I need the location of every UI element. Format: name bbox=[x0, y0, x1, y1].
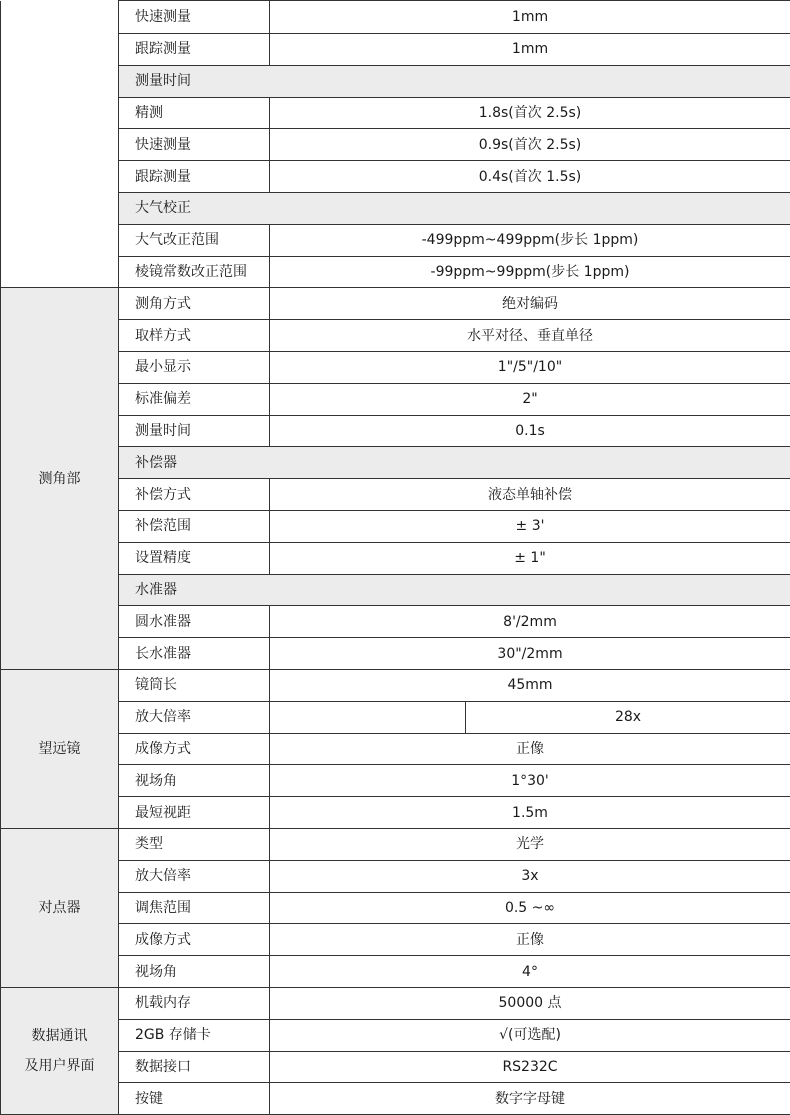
table-row bbox=[1, 828, 790, 860]
table-row bbox=[1, 1051, 790, 1083]
table-row bbox=[1, 97, 790, 129]
table-row bbox=[1, 924, 790, 956]
category-line: 数据通讯 bbox=[1, 1021, 118, 1051]
table-row bbox=[1, 288, 790, 320]
section-header-compensator: 补偿器 bbox=[119, 447, 790, 479]
section-row bbox=[1, 192, 790, 224]
row-label: 跟踪测量 bbox=[119, 34, 270, 66]
row-value: 2" bbox=[270, 383, 790, 415]
row-value: 8'/2mm bbox=[270, 606, 790, 638]
table-row bbox=[1, 479, 790, 511]
category-angle: 测角部 bbox=[1, 288, 119, 670]
category-plummet: 对点器 bbox=[1, 828, 119, 987]
row-value: 1mm bbox=[270, 1, 790, 34]
row-value: ± 1" bbox=[270, 542, 790, 574]
table-row bbox=[1, 510, 790, 542]
row-label: 补偿方式 bbox=[119, 479, 270, 511]
row-value: 0.4s(首次 1.5s) bbox=[270, 161, 790, 193]
table-row bbox=[1, 669, 790, 701]
row-label: 测角方式 bbox=[119, 288, 270, 320]
row-label: 测量时间 bbox=[119, 415, 270, 447]
table-row bbox=[1, 956, 790, 988]
row-value-empty bbox=[270, 701, 466, 733]
row-value: 1mm bbox=[270, 34, 790, 66]
row-value: 正像 bbox=[270, 924, 790, 956]
table-row bbox=[1, 224, 790, 256]
row-value: 0.5 ~∞ bbox=[270, 892, 790, 924]
table-row bbox=[1, 256, 790, 288]
section-header-atmo: 大气校正 bbox=[119, 192, 790, 224]
row-label: 精测 bbox=[119, 97, 270, 129]
row-value: 45mm bbox=[270, 669, 790, 701]
row-value: 0.1s bbox=[270, 415, 790, 447]
table-row bbox=[1, 320, 790, 352]
table-row bbox=[1, 987, 790, 1019]
table-row bbox=[1, 129, 790, 161]
row-label: 设置精度 bbox=[119, 542, 270, 574]
row-value: 1.8s(首次 2.5s) bbox=[270, 97, 790, 129]
row-label: 补偿范围 bbox=[119, 510, 270, 542]
table-row bbox=[1, 606, 790, 638]
row-label: 标准偏差 bbox=[119, 383, 270, 415]
row-value: 水平对径、垂直单径 bbox=[270, 320, 790, 352]
table-row bbox=[1, 351, 790, 383]
row-value: ± 3' bbox=[270, 510, 790, 542]
row-label: 最小显示 bbox=[119, 351, 270, 383]
row-label: 圆水准器 bbox=[119, 606, 270, 638]
row-label: 长水准器 bbox=[119, 638, 270, 670]
category-line: 及用户界面 bbox=[1, 1051, 118, 1081]
table-row bbox=[1, 161, 790, 193]
row-label: 取样方式 bbox=[119, 320, 270, 352]
table-row bbox=[1, 797, 790, 829]
row-label: 机载内存 bbox=[119, 987, 270, 1019]
section-row bbox=[1, 574, 790, 606]
row-value: 4° bbox=[270, 956, 790, 988]
row-value: 1.5m bbox=[270, 797, 790, 829]
row-label: 视场角 bbox=[119, 765, 270, 797]
row-label: 类型 bbox=[119, 828, 270, 860]
table-row bbox=[1, 542, 790, 574]
row-value: 光学 bbox=[270, 828, 790, 860]
row-label: 按键 bbox=[119, 1083, 270, 1115]
row-label: 快速测量 bbox=[119, 1, 270, 34]
row-label: 成像方式 bbox=[119, 733, 270, 765]
section-row bbox=[1, 447, 790, 479]
row-value: 数字字母键 bbox=[270, 1083, 790, 1115]
table-row bbox=[1, 383, 790, 415]
row-value: 28x bbox=[466, 701, 790, 733]
row-label: 放大倍率 bbox=[119, 860, 270, 892]
table-row bbox=[1, 701, 790, 733]
section-header-measure-time: 测量时间 bbox=[119, 65, 790, 97]
table-row bbox=[1, 1, 790, 34]
row-label: 成像方式 bbox=[119, 924, 270, 956]
row-label: 镜筒长 bbox=[119, 669, 270, 701]
row-label: 大气改正范围 bbox=[119, 224, 270, 256]
row-value: 3x bbox=[270, 860, 790, 892]
row-label: 调焦范围 bbox=[119, 892, 270, 924]
row-label: 数据接口 bbox=[119, 1051, 270, 1083]
row-value: -499ppm~499ppm(步长 1ppm) bbox=[270, 224, 790, 256]
row-label: 棱镜常数改正范围 bbox=[119, 256, 270, 288]
row-value: RS232C bbox=[270, 1051, 790, 1083]
table-row bbox=[1, 415, 790, 447]
category-telescope: 望远镜 bbox=[1, 669, 119, 828]
row-label: 放大倍率 bbox=[119, 701, 270, 733]
row-value: 1°30' bbox=[270, 765, 790, 797]
row-label: 2GB 存储卡 bbox=[119, 1019, 270, 1051]
row-value: 液态单轴补偿 bbox=[270, 479, 790, 511]
category-data-comm bbox=[1, 987, 119, 1114]
table-row bbox=[1, 860, 790, 892]
table-row bbox=[1, 892, 790, 924]
section-header-level: 水准器 bbox=[119, 574, 790, 606]
row-value: -99ppm~99ppm(步长 1ppm) bbox=[270, 256, 790, 288]
row-value: 正像 bbox=[270, 733, 790, 765]
table-row bbox=[1, 1019, 790, 1051]
row-label: 视场角 bbox=[119, 956, 270, 988]
table-row bbox=[1, 638, 790, 670]
row-label: 跟踪测量 bbox=[119, 161, 270, 193]
table-row bbox=[1, 1083, 790, 1115]
row-label: 快速测量 bbox=[119, 129, 270, 161]
row-value: 30"/2mm bbox=[270, 638, 790, 670]
row-value: 绝对编码 bbox=[270, 288, 790, 320]
table-row bbox=[1, 733, 790, 765]
row-value: 50000 点 bbox=[270, 987, 790, 1019]
category-cell-blank bbox=[1, 1, 119, 288]
row-label: 最短视距 bbox=[119, 797, 270, 829]
table-row bbox=[1, 765, 790, 797]
section-row bbox=[1, 65, 790, 97]
row-value: √(可选配) bbox=[270, 1019, 790, 1051]
row-value: 1"/5"/10" bbox=[270, 351, 790, 383]
table-row bbox=[1, 34, 790, 66]
row-value: 0.9s(首次 2.5s) bbox=[270, 129, 790, 161]
